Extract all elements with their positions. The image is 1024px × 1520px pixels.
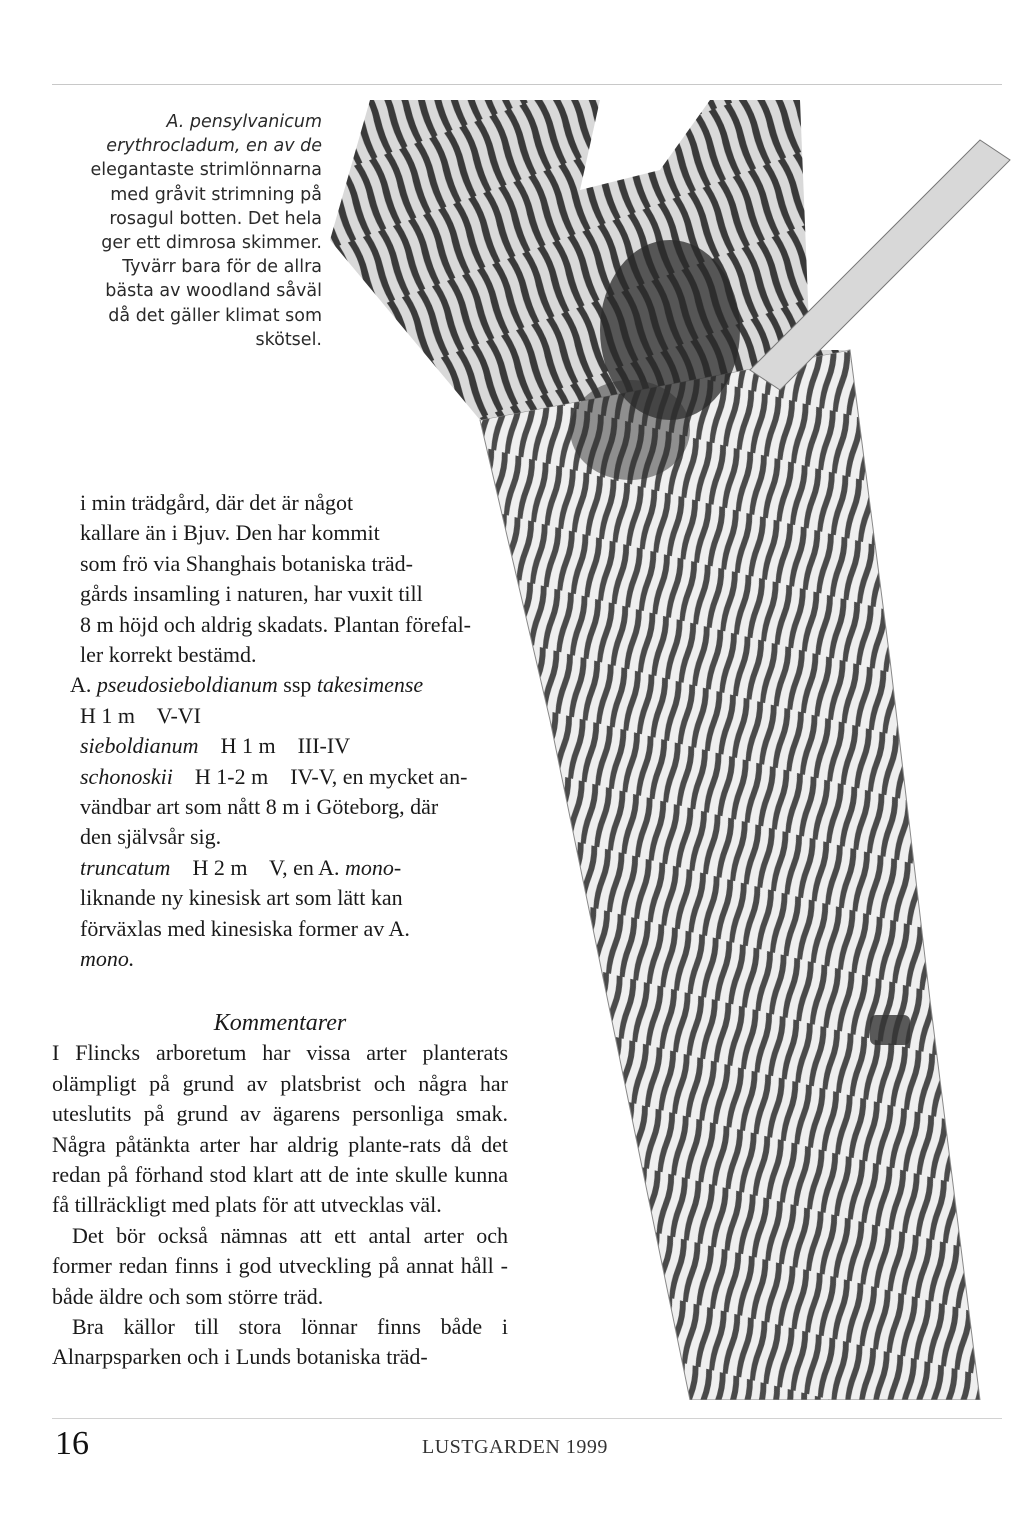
species-entry: vändbar art som nått 8 m i Göteborg, där (80, 794, 439, 820)
caption-line: bästa av woodland såväl (105, 281, 322, 302)
section-heading: Kommentarer (213, 1010, 347, 1036)
caption-line: elegantaste strimlönnarna (90, 160, 322, 181)
running-footer: LUSTGARDEN 1999 (422, 1436, 608, 1458)
body-line: 8 m höjd och aldrig skadats. Plantan förefal- (80, 611, 472, 637)
photo-caption (60, 110, 322, 352)
body-line: kallare än i Bjuv. Den har kommit (80, 520, 380, 546)
text-column-lower (52, 1008, 508, 1373)
body-line: gårds insamling i naturen, har vuxit till (80, 581, 423, 607)
species-entry: schonoskii H 1-2 m IV-V, en mycket an- (80, 763, 468, 789)
caption-line: Tyvärr bara för de allra (122, 257, 322, 278)
text-column-upper (70, 488, 510, 975)
species-entry: mono. (80, 946, 135, 972)
paragraph: I Flincks arboretum har vissa arter planterats olämpligt på grund av platsbrist och några har uteslutits på grund av ägarens personliga smak. Några påtänkta arter har aldrig plante-rats då det redan på förhand stod klart att de inte skulle kunna få tillräckligt med plats för att utvecklas väl. (52, 1040, 508, 1218)
page-number: 16 (55, 1425, 89, 1462)
species-entry: A. pseudosieboldianum ssp takesimense (70, 672, 424, 698)
caption-line: skötsel. (255, 329, 322, 350)
caption-line: erythrocladum, en av de (106, 136, 322, 157)
bottom-rule (52, 1418, 1002, 1419)
species-entry: förväxlas med kinesiska former av A. (80, 915, 410, 941)
body-line: som frö via Shanghais botaniska träd- (80, 550, 413, 576)
caption-line: A. pensylvanicum (166, 112, 322, 132)
caption-line: rosagul botten. Det hela (109, 208, 322, 229)
paragraph: Bra källor till stora lönnar finns både i Alnarpsparken och i Lunds botaniska träd- (52, 1314, 508, 1370)
species-entry: liknande ny kinesisk art som lätt kan (80, 885, 403, 911)
top-rule (52, 84, 1002, 85)
species-entry: truncatum H 2 m V, en A. mono- (80, 854, 402, 880)
caption-line: då det gäller klimat som (108, 305, 322, 326)
body-line: i min trädgård, där det är något (80, 490, 354, 515)
species-entry: H 1 m V-VI (80, 702, 202, 728)
caption-line: med gråvit strimning på (110, 184, 322, 205)
body-line: ler korrekt bestämd. (80, 642, 257, 668)
species-entry: sieboldianum H 1 m III-IV (80, 733, 351, 759)
caption-line: ger ett dimrosa skimmer. (101, 233, 322, 254)
species-entry: den självsår sig. (80, 824, 222, 850)
paragraph: Det bör också nämnas att ett antal arter och former redan finns i god utveckling på annat håll - både äldre och som större träd. (52, 1222, 508, 1309)
